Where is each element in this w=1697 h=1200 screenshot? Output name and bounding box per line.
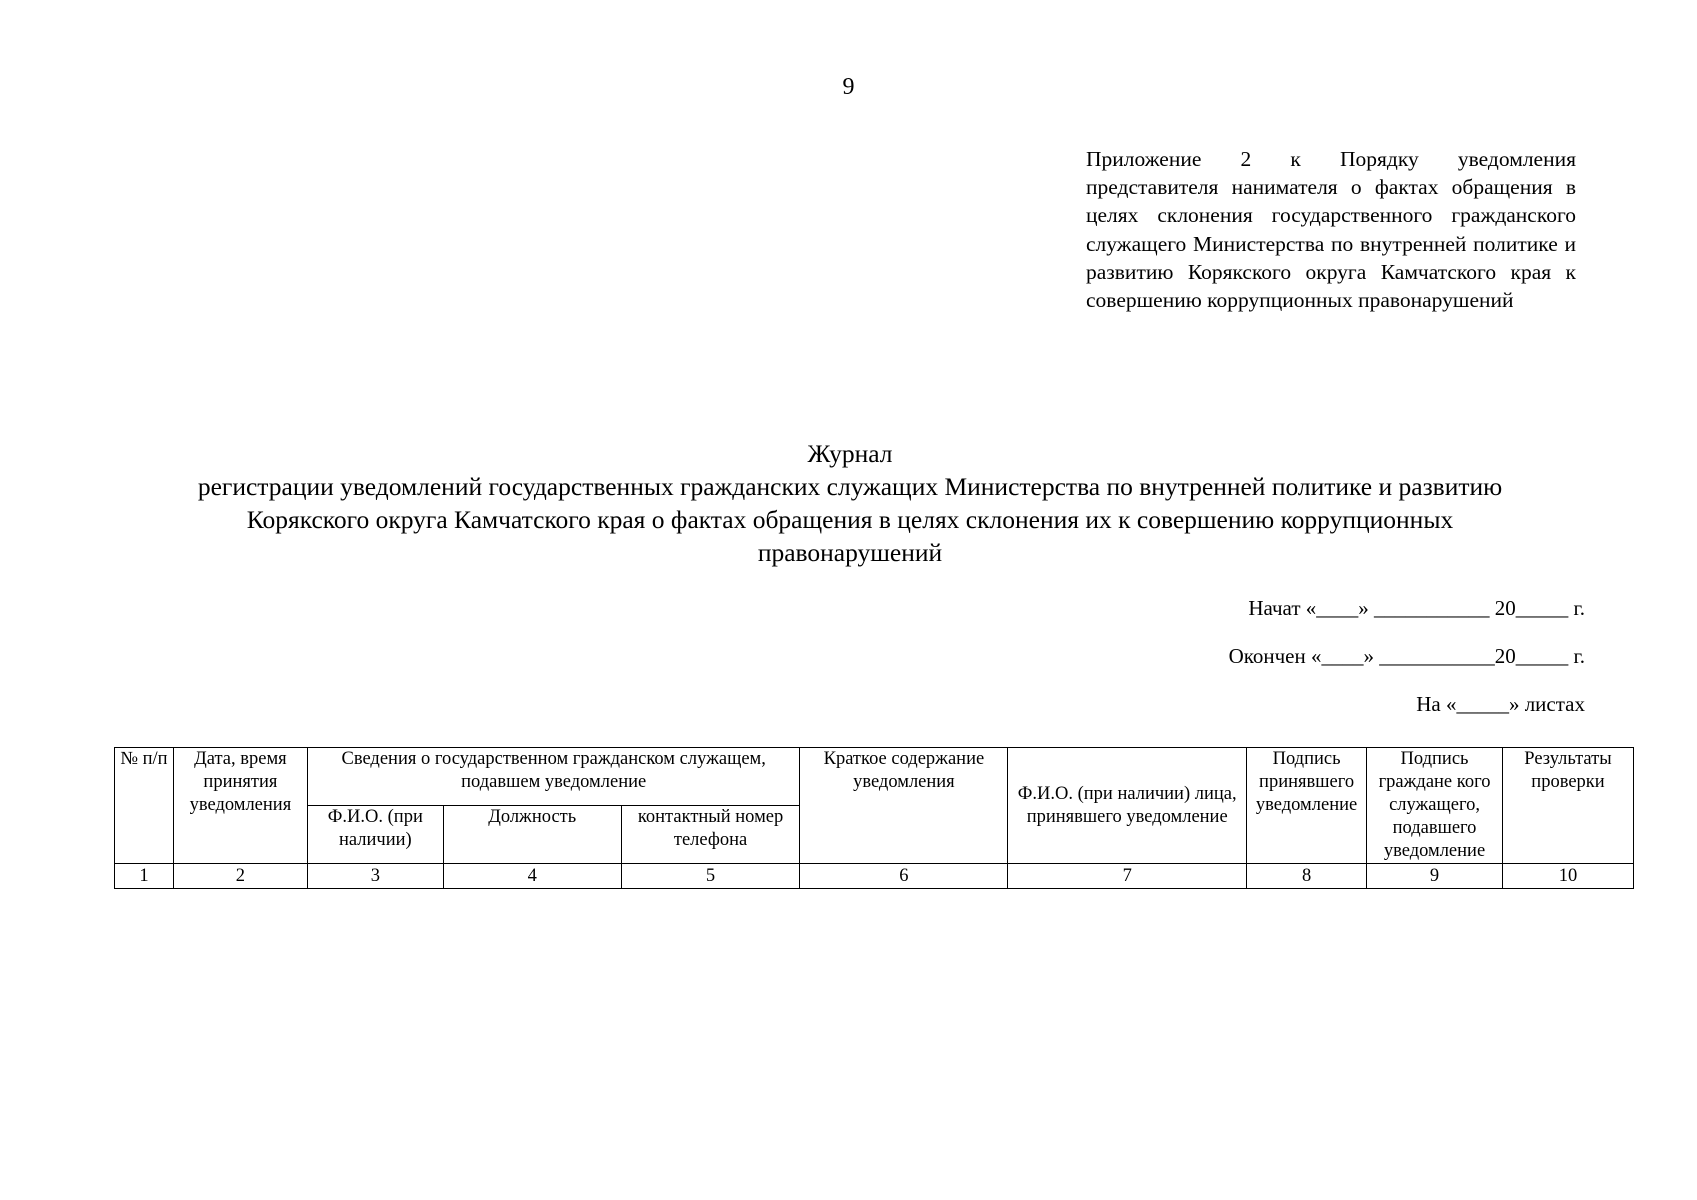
started-year-suffix: г. <box>1568 596 1585 620</box>
appendix-note: Приложение 2 к Порядку уведомления представителя нанимателя о фактах обращения в целях склонения государственного гражданского служащего Министерства по внутренней политике и развитию Корякского округа Камчатского края к совершению коррупционных правонарушений <box>1086 147 1576 313</box>
header-position: Должность <box>443 806 621 864</box>
title-heading: Журнал <box>807 439 893 468</box>
header-row-1 <box>115 748 1634 806</box>
column-numbers-row <box>115 864 1634 889</box>
column-number: 6 <box>800 864 1008 889</box>
ended-year-suffix: г. <box>1568 644 1585 668</box>
title-line-2: Корякского округа Камчатского края о фактах обращения в целях склонения их к совершению коррупционных <box>246 505 1454 534</box>
column-number: 9 <box>1367 864 1503 889</box>
started-date-line: Начат «____» ___________ 20_____ г. <box>1248 596 1585 620</box>
started-year-prefix: 20 <box>1494 596 1516 620</box>
column-number: 2 <box>173 864 307 889</box>
ended-label: Окончен « <box>1228 644 1322 668</box>
header-servant-signature: Подпись граждане кого служащего, подавшего уведомление <box>1367 748 1503 864</box>
ended-date-line: Окончен «____» ___________20_____ г. <box>1228 644 1585 668</box>
title-line-1: регистрации уведомлений государственных гражданских служащих Министерства по внутренней политике и развитию <box>197 472 1503 501</box>
column-number: 3 <box>307 864 443 889</box>
ended-year-prefix: 20 <box>1494 644 1516 668</box>
started-label: Начат « <box>1248 596 1317 620</box>
title-line-3: правонарушений <box>757 538 943 567</box>
header-num: № п/п <box>115 748 174 864</box>
page-number: 9 <box>842 74 855 100</box>
column-number: 4 <box>443 864 621 889</box>
column-number: 7 <box>1008 864 1247 889</box>
journal-table <box>114 747 1634 889</box>
column-number: 5 <box>621 864 800 889</box>
column-number: 1 <box>115 864 174 889</box>
sheets-count-line: На «_____» листах <box>1416 692 1585 716</box>
header-receiver-signature: Подпись принявшего уведомление <box>1247 748 1367 864</box>
sheets-suffix: » листах <box>1508 692 1585 716</box>
header-summary: Краткое содержание уведомления <box>800 748 1008 864</box>
column-number: 10 <box>1502 864 1633 889</box>
sheets-label: На « <box>1416 692 1457 716</box>
header-date-time: Дата, время принятия уведомления <box>173 748 307 864</box>
header-phone: контактный номер телефона <box>621 806 800 864</box>
column-number: 8 <box>1247 864 1367 889</box>
header-receiver-name: Ф.И.О. (при наличии) лица, принявшего уведомление <box>1008 748 1247 864</box>
header-full-name: Ф.И.О. (при наличии) <box>307 806 443 864</box>
document-title <box>100 437 1600 569</box>
header-servant-info: Сведения о государственном гражданском служащем, подавшем уведомление <box>307 748 800 806</box>
header-results: Результаты проверки <box>1502 748 1633 864</box>
